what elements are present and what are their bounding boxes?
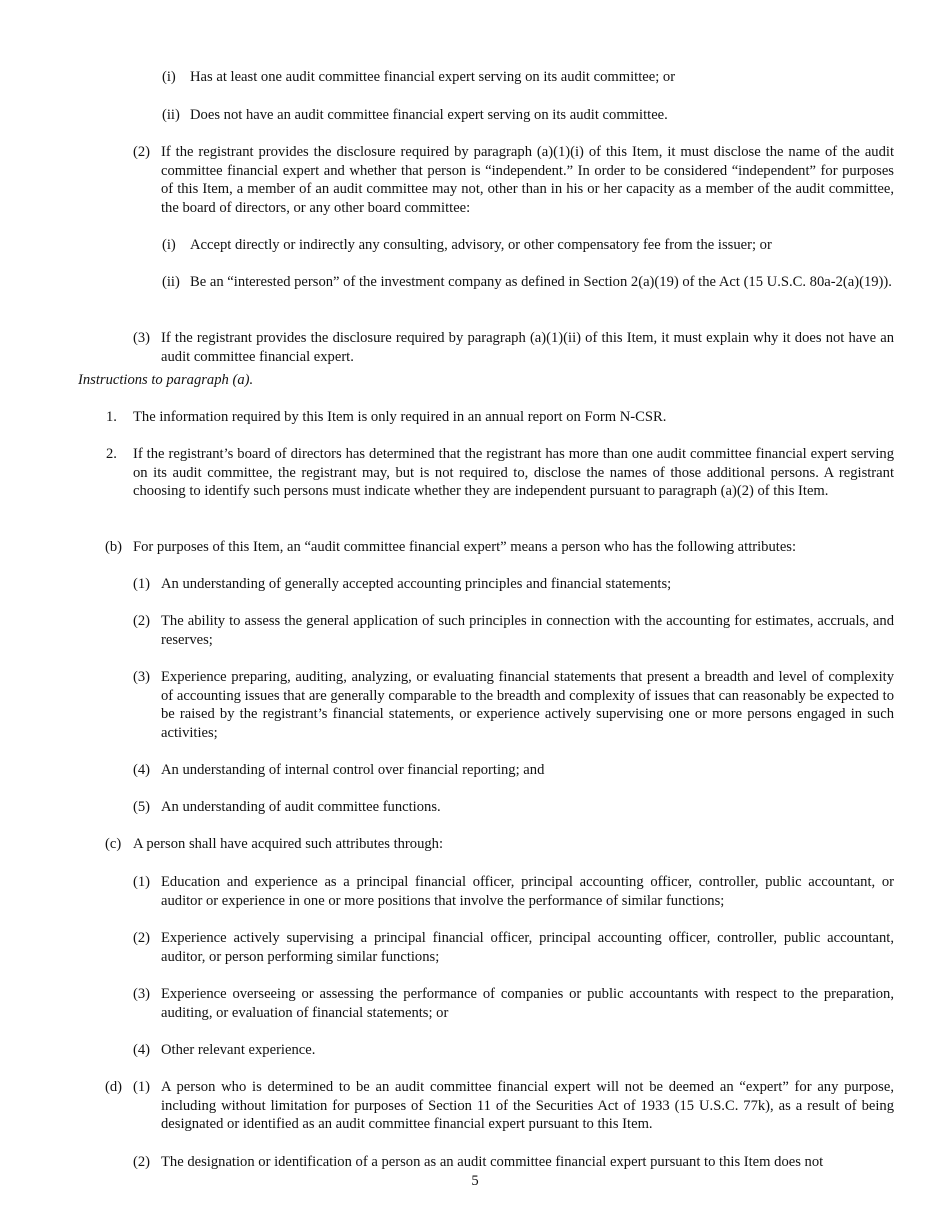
item-d1-label: (1) (133, 1079, 151, 1095)
item-c4-label: (4) (133, 1042, 151, 1058)
item-a2-i-text: Accept directly or indirectly any consulting, advisory, or other compensatory fee from the issuer; or (190, 237, 772, 253)
page-number: 5 (471, 1173, 479, 1189)
item-c3-text: Experience overseeing or assessing the performance of companies or public accountants with respect to the preparation, auditing, or evaluation of financial statements; or (161, 986, 894, 1021)
item-b2-label: (2) (133, 613, 151, 629)
item-d-label: (d) (105, 1079, 123, 1095)
item-c1-label: (1) (133, 874, 151, 890)
item-a3-text: If the registrant provides the disclosure required by paragraph (a)(1)(ii) of this Item, it must explain why it does not have an audit committee financial expert. (161, 330, 894, 365)
instructions-heading: Instructions to paragraph (a). (78, 372, 254, 388)
item-b5-label: (5) (133, 799, 151, 815)
item-c2-label: (2) (133, 930, 151, 946)
item-b-text: For purposes of this Item, an “audit committee financial expert” means a person who has the following attributes: (133, 539, 797, 555)
item-a2-text: If the registrant provides the disclosure required by paragraph (a)(1)(i) of this Item, it must disclose the name of the audit committee financial expert and whether that person is “independent.” In order to be considered “independent” for purposes of this Item, a member of an audit committee may not, other than in his or her capacity as a member of the audit committee, the board of directors, or any other board committee: (161, 144, 894, 216)
instruction-1-text: The information required by this Item is only required in an annual report on Form N-CSR. (133, 409, 667, 425)
item-c1-text: Education and experience as a principal financial officer, principal accounting officer, controller, public accountant, or auditor or experience in one or more positions that involve the performance of similar functions; (161, 874, 894, 909)
item-a2-ii-text: Be an “interested person” of the investment company as defined in Section 2(a)(19) of the Act (15 U.S.C. 80a-2(a)(19)). (190, 274, 892, 290)
instruction-2-text: If the registrant’s board of directors has determined that the registrant has more than one audit committee financial expert serving on its audit committee, the registrant may, but is not required to, disclose the names of those additional persons. A registrant choosing to identify such persons must indicate whether they are independent pursuant to paragraph (a)(2) of this Item. (133, 446, 894, 500)
item-a2-label: (2) (133, 144, 151, 160)
item-d2-label: (2) (133, 1154, 151, 1170)
item-a3-label: (3) (133, 330, 151, 346)
item-b4-text: An understanding of internal control over financial reporting; and (161, 762, 545, 778)
item-a2-ii-label: (ii) (162, 274, 180, 290)
item-c3-label: (3) (133, 986, 151, 1002)
item-c-text: A person shall have acquired such attributes through: (133, 836, 444, 852)
item-a1-i-text: Has at least one audit committee financial expert serving on its audit committee; or (190, 69, 676, 85)
item-c2-text: Experience actively supervising a principal financial officer, principal accounting officer, controller, public accountant, auditor, or person performing similar functions; (161, 930, 894, 965)
item-c4-text: Other relevant experience. (161, 1042, 316, 1058)
item-a2-i-label: (i) (162, 237, 176, 253)
item-b-label: (b) (105, 539, 123, 555)
item-a1-i-label: (i) (162, 69, 176, 85)
item-b1-text: An understanding of generally accepted accounting principles and financial statements; (161, 576, 672, 592)
item-b3-text: Experience preparing, auditing, analyzing, or evaluating financial statements that present a breadth and level of complexity of accounting issues that are generally comparable to the breadth and complexity of issues that can reasonably be expected to be raised by the registrant’s financial statements, or experience actively supervising one or more persons engaged in such activities; (161, 669, 894, 741)
item-c-label: (c) (105, 836, 122, 852)
instruction-1-label: 1. (106, 409, 117, 425)
item-b2-text: The ability to assess the general application of such principles in connection with the accounting for estimates, accruals, and reserves; (161, 613, 894, 648)
item-b5-text: An understanding of audit committee functions. (161, 799, 441, 815)
item-a1-ii-label: (ii) (162, 107, 180, 123)
item-b4-label: (4) (133, 762, 151, 778)
item-a1-ii-text: Does not have an audit committee financial expert serving on its audit committee. (190, 107, 668, 123)
item-b3-label: (3) (133, 669, 151, 685)
instruction-2-label: 2. (106, 446, 117, 462)
item-b1-label: (1) (133, 576, 151, 592)
item-d2-text: The designation or identification of a person as an audit committee financial expert pursuant to this Item does not (161, 1154, 824, 1170)
item-d1-text: A person who is determined to be an audit committee financial expert will not be deemed an “expert” for any purpose, including without limitation for purposes of Section 11 of the Securities Act of 1933 (15 U.S.C. 77k), as a result of being designated or identified as an audit committee financial expert pursuant to this Item. (161, 1079, 894, 1133)
